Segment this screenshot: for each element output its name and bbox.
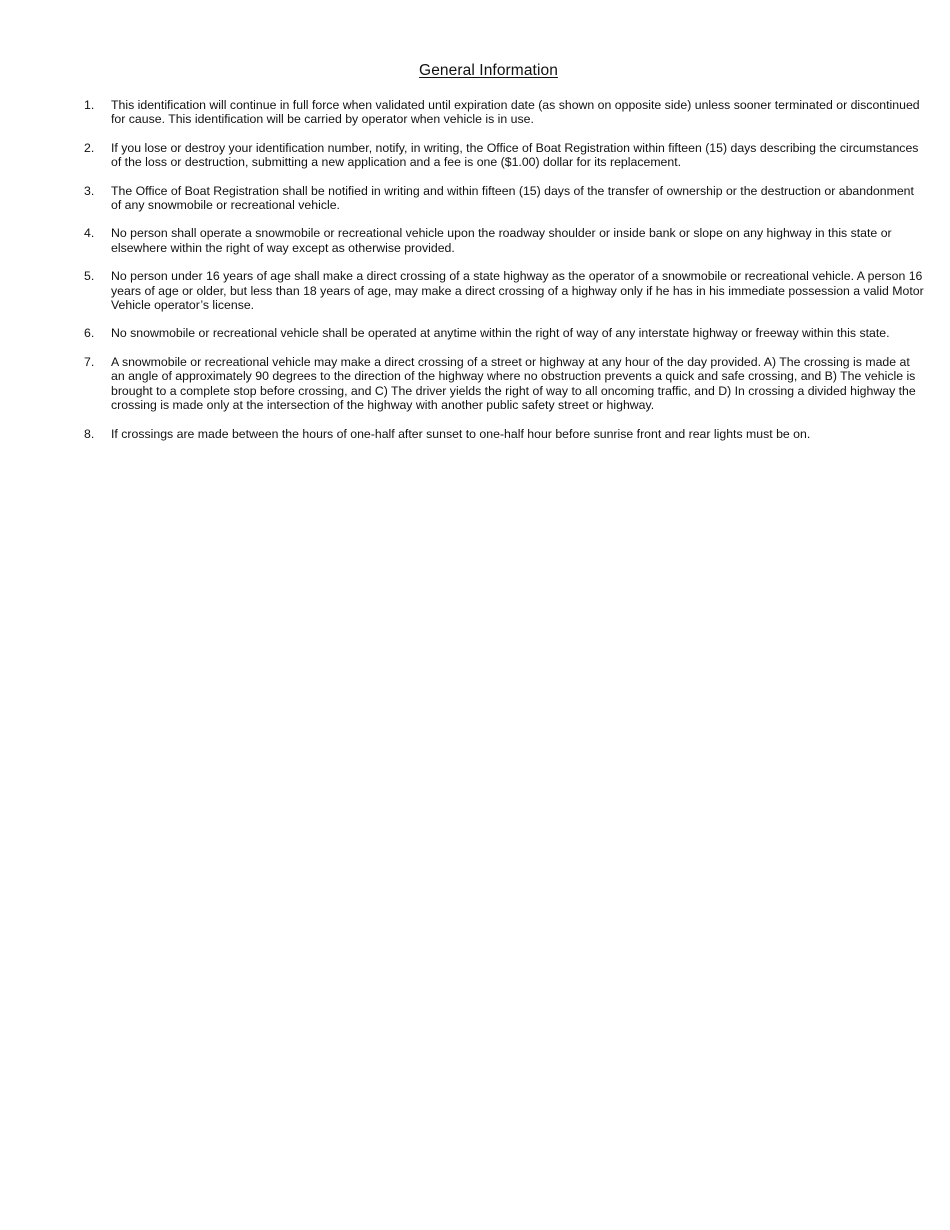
item-number: 5.: [84, 269, 95, 284]
page-title: General Information: [419, 62, 558, 79]
list-item: [84, 355, 924, 413]
item-number: 8.: [84, 426, 95, 441]
item-text: A snowmobile or recreational vehicle may make a direct crossing of a street or highway at any hour of the day provided. A) The crossing is made at an angle of approximately 90 degrees to the direction of the highway where no obstruction prevents a quick and safe crossing, and B) The vehicle is brought to a complete stop before crossing, and C) The driver yields the right of way to all oncoming traffic, and D) In crossing a divided highway the crossing is made only at the intersection of the highway with another public safety street or highway.: [111, 354, 916, 413]
list-item: [84, 141, 924, 170]
item-text: If crossings are made between the hours of one-half after sunset to one-half hour before sunrise front and rear lights must be on.: [111, 426, 811, 441]
item-text: No person under 16 years of age shall make a direct crossing of a state highway as the operator of a snowmobile or recreational vehicle. A person 16 years of age or older, but less than 18 years of age, may make a direct crossing of a highway only if he has in his immediate possession a valid Motor Vehicle operator’s license.: [111, 269, 924, 313]
item-text: This identification will continue in full force when validated until expiration date (as shown on opposite side) unless sooner terminated or discontinued for cause. This identification will be carried by operator when vehicle is in use.: [111, 98, 920, 127]
information-list: [84, 98, 924, 455]
item-number: 1.: [84, 98, 95, 112]
list-item: [84, 98, 924, 127]
list-item: [84, 269, 924, 312]
list-item: [84, 226, 924, 255]
item-text: No person shall operate a snowmobile or recreational vehicle upon the roadway shoulder or inside bank or slope on any highway in this state or elsewhere within the right of way except as otherwise provided.: [111, 226, 892, 255]
item-text: The Office of Boat Registration shall be notified in writing and within fifteen (15) days of the transfer of ownership or the destruction or abandonment of any snowmobile or recreational vehicle.: [111, 183, 914, 213]
item-number: 4.: [84, 226, 95, 241]
list-item: [84, 427, 924, 441]
list-item: [84, 184, 924, 213]
item-text: No snowmobile or recreational vehicle shall be operated at anytime within the right of way of any interstate highway or freeway within this state.: [111, 326, 890, 341]
item-number: 7.: [84, 354, 95, 369]
item-number: 3.: [84, 183, 95, 198]
item-text: If you lose or destroy your identification number, notify, in writing, the Office of Boat Registration within fifteen (15) days describing the circumstances of the loss or destruction, submitting a new application and a fee is one ($1.00) dollar for its replacement.: [111, 140, 919, 170]
item-number: 6.: [84, 326, 95, 341]
item-number: 2.: [84, 140, 95, 155]
list-item: [84, 326, 924, 340]
